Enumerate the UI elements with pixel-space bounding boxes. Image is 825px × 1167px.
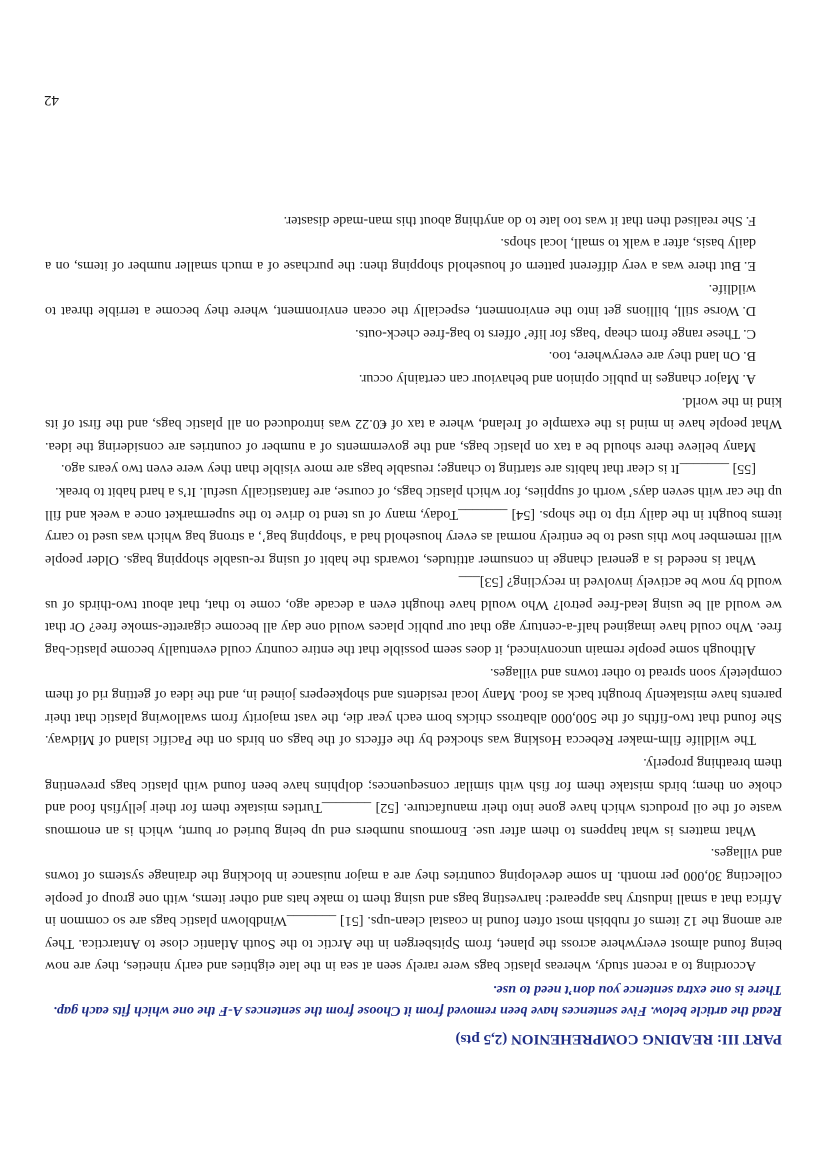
option-letter: B. bbox=[743, 348, 756, 365]
article-paragraph-2 bbox=[45, 751, 782, 841]
option-b bbox=[45, 345, 782, 368]
article-paragraph-7: Many believe there should be a tax on plastic bags, and the governments of a number of countries are considering the idea. What people have in mind is the example of Ireland, where a tax of €0.22 was introduced on all plastic bags, and the first of its kind in the world. bbox=[45, 393, 782, 455]
gap-51: [51] _______ bbox=[286, 913, 364, 930]
article-paragraph-4 bbox=[45, 571, 782, 661]
paragraph-text: What is needed is a general change in consumer attitudes, towards the habit of using re-usable shopping bags. Older people will remember how this used to be entirely normal as every household had a ‘shopping bag’, a strong bag which was used to carry items bought in the daily trip to the shops. bbox=[45, 506, 782, 568]
paragraph-text: Although some people remain unconvinced, it does seem possible that the entire country could eventually become plastic-bag free. Who could have imagined half-a-century ago that our public places would one day all become cigarette-smoke free? Or that we would all be using lead-free petrol? Who would have thought even a decade ago, come to that, that about two-thirds of us would by now be actively involved in recycling? bbox=[45, 574, 782, 659]
option-c bbox=[45, 322, 782, 345]
paragraph-text: Turtles mistake them for their jellyfish food and choke on them; birds mistake them for fish with similar consequences; dolphins have been found with plastic bags preventing them breathing properly. bbox=[45, 755, 782, 817]
option-text: But there was a very different pattern of household shopping then: the purchase of a much smaller number of items, on a daily basis, after a walk to small, local shops. bbox=[45, 235, 756, 274]
page-number: 42 bbox=[44, 92, 59, 108]
article-paragraph-6 bbox=[45, 458, 782, 481]
article-paragraph-3: The wildlife film-maker Rebecca Hosking was shocked by the effects of the bags on birds on the Pacific island of Midway. She found that two-fifths of the 500,000 albatross chicks born each year die, the vast majority from swallowing plastic that their parents have mistakenly brought back as food. Many local residents and shopkeepers joined in, and the idea of getting rid of them completely soon spread to other towns and villages. bbox=[45, 664, 782, 749]
option-letter: D. bbox=[742, 303, 756, 320]
option-letter: A. bbox=[742, 370, 756, 387]
section-heading: PART III: READING COMPREHENION (2,5 pts) bbox=[455, 1031, 782, 1047]
gap-55: [55] _______ bbox=[679, 461, 756, 478]
option-letter: F. bbox=[745, 212, 756, 229]
article-paragraph-5 bbox=[45, 480, 782, 570]
task-instructions: Read the article below. Five sentences have been removed from it Choose from the sentences A-F the one which fits each gap. There is one extra sentence you don’t need to use. bbox=[53, 982, 782, 1020]
page-content bbox=[45, 209, 782, 1050]
option-e bbox=[45, 232, 782, 277]
option-a bbox=[45, 367, 782, 390]
paragraph-text: According to a recent study, whereas plastic bags were rarely seen at sea in the late eighties and early nineties, they are now being found almost everywhere across the planet, from Spitsbergen in the Arctic to the South Atlantic close to Antarctica. They are among the 12 items of rubbish most often found in coastal clean-ups. bbox=[45, 913, 782, 975]
option-f bbox=[45, 209, 782, 232]
option-letter: E. bbox=[743, 258, 756, 274]
option-d bbox=[45, 277, 782, 322]
paragraph-text: What matters is what happens to them after use. Enormous numbers end up being buried or burnt, which is an enormous waste of the oil products which have gone into their manufacture. bbox=[45, 800, 782, 839]
option-text: She realised then that it was too late to do anything about this man-made disaster. bbox=[283, 212, 743, 229]
option-text: Major changes in public opinion and behaviour can certainly occur. bbox=[358, 370, 740, 387]
answer-options bbox=[45, 209, 782, 390]
paragraph-text: Windblown plastic bags are so common in Africa that a small industry has appeared: harvesting bags and using them to make hats and other items, with one group of people collecting 30,000 per month. In some developing countries they are a major nuisance in blocking the drainage systems of towns and villages. bbox=[44, 845, 782, 930]
paragraph-text: Today, many of us tend to drive to the supermarket once a week and fill up the car with seven days’ worth of supplies, for which plastic bags, of course, are fantastically useful. It’s a hard habit to break. bbox=[45, 483, 782, 523]
paragraph-text: It is clear that habits are starting to change; reusable bags are more visible than they were even two years ago. bbox=[60, 461, 680, 478]
option-letter: C. bbox=[743, 325, 756, 342]
article-paragraph-1 bbox=[45, 842, 782, 978]
option-text: These range from cheap ‘bags for life’ offers to bag-free check-outs. bbox=[355, 325, 741, 342]
gap-53: [53]___ bbox=[458, 574, 504, 591]
option-text: On land they are everywhere, too. bbox=[548, 348, 741, 365]
option-text: Worse still, billions get into the environment, especially the ocean environment, where they become a terrible threat to wildlife. bbox=[45, 280, 756, 320]
gap-54: [54] _______ bbox=[458, 506, 536, 523]
gap-52: [52] _______ bbox=[321, 800, 400, 817]
